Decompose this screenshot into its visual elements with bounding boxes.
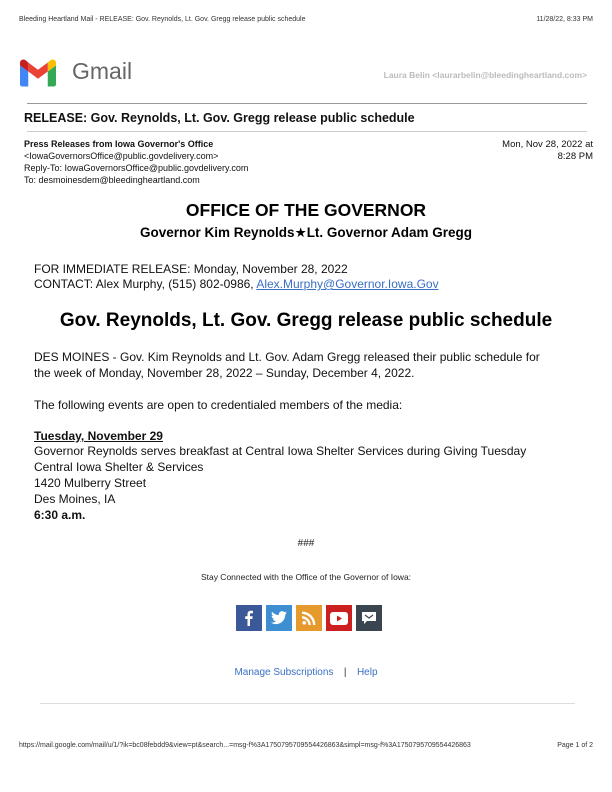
twitter-icon[interactable] [266,605,292,631]
email-share-icon[interactable] [356,605,382,631]
youtube-icon[interactable] [326,605,352,631]
star-icon: ★ [294,225,307,240]
account-email: Laura Belin <laurarbelin@bleedingheartland.com> [383,70,587,80]
recipient: To: desmoinesdem@bleedingheartland.com [24,175,200,185]
rss-icon[interactable] [296,605,322,631]
contact-email-link[interactable]: Alex.Murphy@Governor.Iowa.Gov [256,277,439,291]
print-header-title: Bleeding Heartland Mail - RELEASE: Gov. Reynolds, Lt. Gov. Gregg release public schedule [19,16,306,23]
print-footer-url: https://mail.google.com/mail/u/1/?ik=bc08febdd9&view=pt&search...=msg-f%3A1750795709554426863&simpl=msg-f%3A1750795709554426863 [19,742,471,749]
footer-links [0,662,612,680]
help-link[interactable]: Help [356,667,378,678]
divider [27,103,587,104]
paragraph-2: The following events are open to credentialed members of the media: [34,398,403,412]
email-date: Mon, Nov 28, 2022 at 8:28 PM [502,139,593,162]
print-header-datetime: 11/28/22, 8:33 PM [536,16,593,23]
contact-prefix: CONTACT: Alex Murphy, (515) 802-0986, [34,277,257,291]
link-separator: | [343,667,347,678]
sender-name: Press Releases from Iowa Governor's Office [24,139,214,149]
gmail-wordmark: Gmail [72,58,133,84]
divider [40,703,575,704]
sender-email: <IowaGovernorsOffice@public.govdelivery.com> [24,151,219,161]
event-description: Governor Reynolds serves breakfast at Central Iowa Shelter Services during Giving Tuesday [34,444,527,458]
lt-governor-name: Lt. Governor Adam Gregg [306,225,472,240]
release-headline: Gov. Reynolds, Lt. Gov. Gregg release public schedule [59,310,553,331]
event-day: Tuesday, November 29 [34,429,163,443]
governors-line [0,225,612,241]
email-subject: RELEASE: Gov. Reynolds, Lt. Gov. Gregg release public schedule [24,111,415,125]
event-city: Des Moines, IA [34,492,116,506]
event-venue: Central Iowa Shelter & Services [34,460,204,474]
event-street: 1420 Mulberry Street [34,476,147,490]
end-mark: ### [297,538,315,549]
release-line: FOR IMMEDIATE RELEASE: Monday, November 28, 2022 [34,262,348,276]
manage-subscriptions-link[interactable]: Manage Subscriptions [234,667,334,678]
print-footer-page: Page 1 of 2 [557,742,593,749]
paragraph-1-line-2: the week of Monday, November 28, 2022 – Sunday, December 4, 2022. [34,366,415,380]
reply-to: Reply-To: IowaGovernorsOffice@public.govdelivery.com [24,163,249,173]
facebook-icon[interactable] [236,605,262,631]
contact-line [34,277,439,291]
stay-connected: Stay Connected with the Office of the Governor of Iowa: [200,572,412,582]
gmail-logo-icon [20,55,56,91]
divider [27,131,587,132]
office-title: OFFICE OF THE GOVERNOR [185,200,427,220]
event-time: 6:30 a.m. [34,508,86,522]
paragraph-1-line-1: DES MOINES - Gov. Kim Reynolds and Lt. Gov. Adam Gregg released their public schedule for [34,350,540,364]
governor-name: Governor Kim Reynolds [140,225,295,240]
